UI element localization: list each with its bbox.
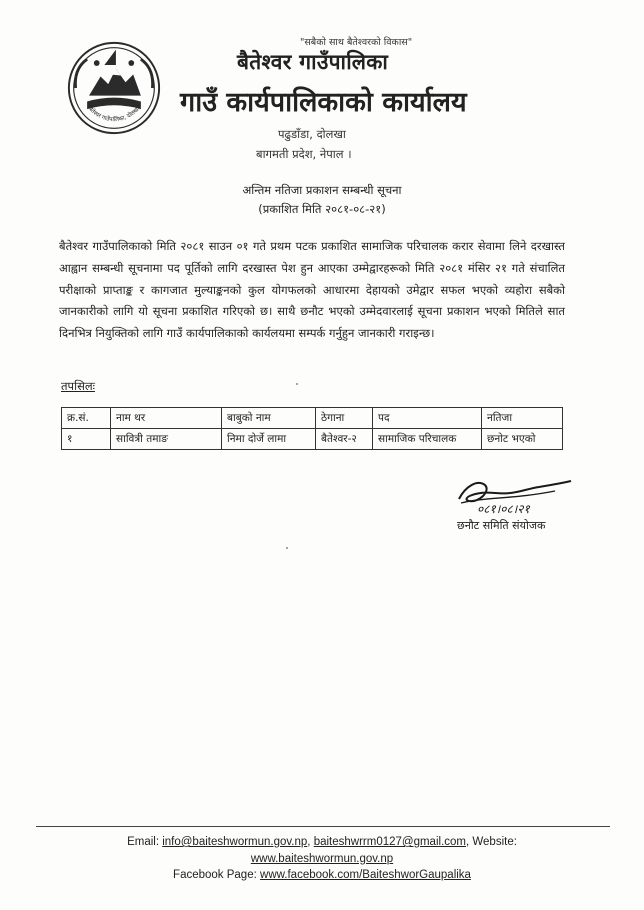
office-name: गाउँ कार्यपालिकाको कार्यालय	[180, 87, 467, 118]
paper-speck	[286, 547, 288, 549]
details-label: तपसिलः	[61, 379, 95, 393]
footer-line-1	[0, 834, 644, 851]
cell-result: छनोट भएको	[482, 429, 563, 450]
address-line-2: बागमती प्रदेश, नेपाल ।	[256, 147, 352, 161]
facebook-link[interactable]: www.facebook.com/BaiteshworGaupalika	[260, 869, 471, 881]
cell-father-name: निमा दोर्जे लामा	[222, 429, 316, 450]
col-name: नाम थर	[111, 408, 222, 429]
table-header-row	[62, 408, 563, 429]
website-link[interactable]: www.baiteshwormun.gov.np	[250, 852, 394, 865]
col-post: पद	[373, 408, 482, 429]
table-row	[62, 429, 563, 450]
footer-divider	[36, 826, 610, 827]
facebook-label: Facebook Page:	[173, 869, 257, 881]
cell-name: सावित्री तमाङ	[111, 429, 222, 450]
motto: "सबैको साथ बैतेश्वरको विकास"	[300, 37, 413, 48]
address-line-1: पढुडाँडा, दोलखा	[278, 127, 346, 141]
notice-body: बैतेश्वर गाउँपालिकाको मिति २०८१ साउन ०१ गते प्रथम पटक प्रकाशित सामाजिक परिचालक करार सेवामा लिने दरखास्त आह्वान सम्बन्धी सूचनामा पद पूर्तिको लागि दरखास्त पेश हुन आएका उम्मेद्वारहरूको मिति २०८१ मंसिर २१ गते संचालित परीक्षाको प्राप्ताङ्क र कागजात मुल्याङ्कनको कुल योगफलको आधारमा देहायको उमेद्वार सफल भएको व्यहोरा सबैको जानकारीको लागि यो सूचना प्रकाशित गरिएको छ। साथै छनौट भएको उम्मेदवारलाई सूचना प्रकाशन भएको मितिले सात दिनभित्र नियुक्तिको लागि गाउँ कार्यपालिकाको कार्यलयमा सम्पर्क गर्नुहुन जानकारी गराइन्छ।	[59, 239, 565, 341]
cell-address: बैतेश्वर-२	[316, 429, 373, 450]
result-table	[61, 407, 563, 450]
footer-line-2	[0, 851, 644, 868]
email-link-2[interactable]: baiteshwrrm0127@gmail.com	[313, 836, 466, 848]
publication-date: (प्रकाशित मिति २०८१-०८-२१)	[258, 202, 386, 216]
handwritten-date: ०८१।०८।२१	[477, 502, 530, 515]
footer	[0, 834, 644, 884]
col-result: नतिजा	[482, 408, 563, 429]
nepal-emblem-icon	[66, 40, 162, 136]
signature	[455, 473, 575, 515]
svg-text:बैतेश्वर गाउँपालिका, दोलखा: बैतेश्वर गाउँपालिका, दोलखा	[86, 106, 142, 124]
email-separator: ,	[307, 836, 311, 848]
col-serial: क्र.सं.	[62, 408, 111, 429]
notice-subject: अन्तिम नतिजा प्रकाशन सम्बन्धी सूचना	[242, 183, 402, 197]
footer-line-3	[0, 867, 644, 884]
cell-post: सामाजिक परिचालक	[373, 429, 482, 450]
col-father-name: बाबुको नाम	[222, 408, 316, 429]
email-label: Email:	[127, 836, 160, 848]
website-label: , Website:	[466, 836, 517, 848]
col-address: ठेगाना	[316, 408, 373, 429]
signer-title: छनौट समिति संयोजक	[457, 519, 546, 532]
paper-speck	[296, 383, 298, 385]
municipality-name: बैतेश्वर गाउँपालिका	[237, 50, 389, 74]
cell-serial: १	[62, 429, 111, 450]
email-link-1[interactable]: info@baiteshwormun.gov.np	[162, 836, 308, 848]
